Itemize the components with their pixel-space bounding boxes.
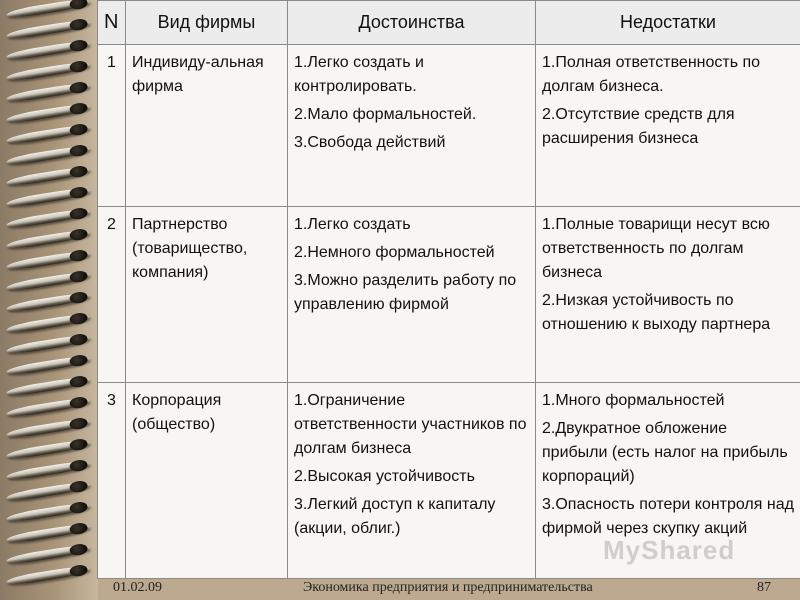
disadvantages-cell (536, 207, 800, 383)
advantage-item: 3.Свобода действий (294, 134, 446, 151)
spiral-ring (6, 123, 90, 145)
spiral-ring (6, 459, 90, 481)
disadvantage-item: 2.Двукратное обложение прибыли (есть налог на прибыль корпораций) (542, 420, 788, 485)
spiral-ring (6, 81, 90, 103)
spiral-ring (6, 60, 90, 82)
slide-footer (0, 578, 800, 600)
spiral-ring (6, 18, 90, 40)
spiral-ring (6, 291, 90, 313)
spiral-ring (6, 396, 90, 418)
table-row (98, 207, 800, 383)
watermark-logo: MyShared (603, 535, 736, 565)
firm-types-table (97, 0, 800, 579)
spiral-ring (6, 249, 90, 271)
header-disadvantages: Недостатки (536, 1, 800, 45)
advantage-item: 1.Легко создать (294, 216, 411, 233)
spiral-ring (6, 0, 90, 20)
header-advantages: Достоинства (288, 1, 536, 45)
spiral-ring (6, 165, 90, 187)
advantage-item: 2.Мало формальностей. (294, 106, 477, 123)
firm-type-cell: Корпорация (общество) (126, 383, 288, 579)
advantage-item: 2.Немного формальностей (294, 244, 495, 261)
advantages-cell (288, 207, 536, 383)
table-header-row (98, 1, 800, 45)
spiral-ring (6, 102, 90, 124)
footer-subject: Экономика предприятия и предпринимательства (303, 580, 593, 595)
spiral-ring (6, 417, 90, 439)
spiral-ring (6, 207, 90, 229)
spiral-ring (6, 375, 90, 397)
advantage-item: 3.Легкий доступ к капиталу (акции, облиг.) (294, 496, 496, 537)
spiral-ring (6, 39, 90, 61)
disadvantage-item: 1.Полная ответственность по долгам бизнеса. (542, 54, 761, 95)
advantage-item: 1.Легко создать и контролировать. (294, 54, 424, 95)
spiral-ring (6, 228, 90, 250)
row-number: 2 (98, 207, 126, 383)
footer-page-number: 87 (757, 580, 771, 595)
spiral-ring (6, 333, 90, 355)
advantage-item: 1.Ограничение ответственности участников по долгам бизнеса (294, 392, 527, 457)
disadvantage-item: 2.Низкая устойчивость по отношению к выходу партнера (542, 292, 771, 333)
row-number: 3 (98, 383, 126, 579)
row-number: 1 (98, 45, 126, 207)
firm-type-cell: Партнерство (товарищество, компания) (126, 207, 288, 383)
spiral-ring (6, 312, 90, 334)
disadvantages-cell (536, 45, 800, 207)
spiral-ring (6, 270, 90, 292)
spiral-ring (6, 438, 90, 460)
firm-type-cell: Индивиду-альная фирма (126, 45, 288, 207)
table-row (98, 45, 800, 207)
advantage-item: 3.Можно разделить работу по управлению фирмой (294, 272, 517, 313)
spiral-ring (6, 144, 90, 166)
disadvantage-item: 2.Отсутствие средств для расширения бизнеса (542, 106, 735, 147)
advantages-cell (288, 45, 536, 207)
advantage-item: 2.Высокая устойчивость (294, 468, 475, 485)
spiral-ring (6, 501, 90, 523)
footer-date: 01.02.09 (113, 580, 162, 595)
spiral-ring (6, 522, 90, 544)
spiral-ring (6, 186, 90, 208)
spiral-ring (6, 480, 90, 502)
advantages-cell (288, 383, 536, 579)
header-firm-type: Вид фирмы (126, 1, 288, 45)
disadvantage-item: 3.Опасность потери контроля над фирмой через скупку акций (542, 496, 794, 537)
header-number: N (98, 1, 126, 45)
spiral-ring (6, 354, 90, 376)
spiral-ring (6, 543, 90, 565)
disadvantage-item: 1.Полные товарищи несут всю ответственность по долгам бизнеса (542, 216, 770, 281)
disadvantage-item: 1.Много формальностей (542, 392, 725, 409)
notebook-spiral-binding (0, 0, 98, 600)
